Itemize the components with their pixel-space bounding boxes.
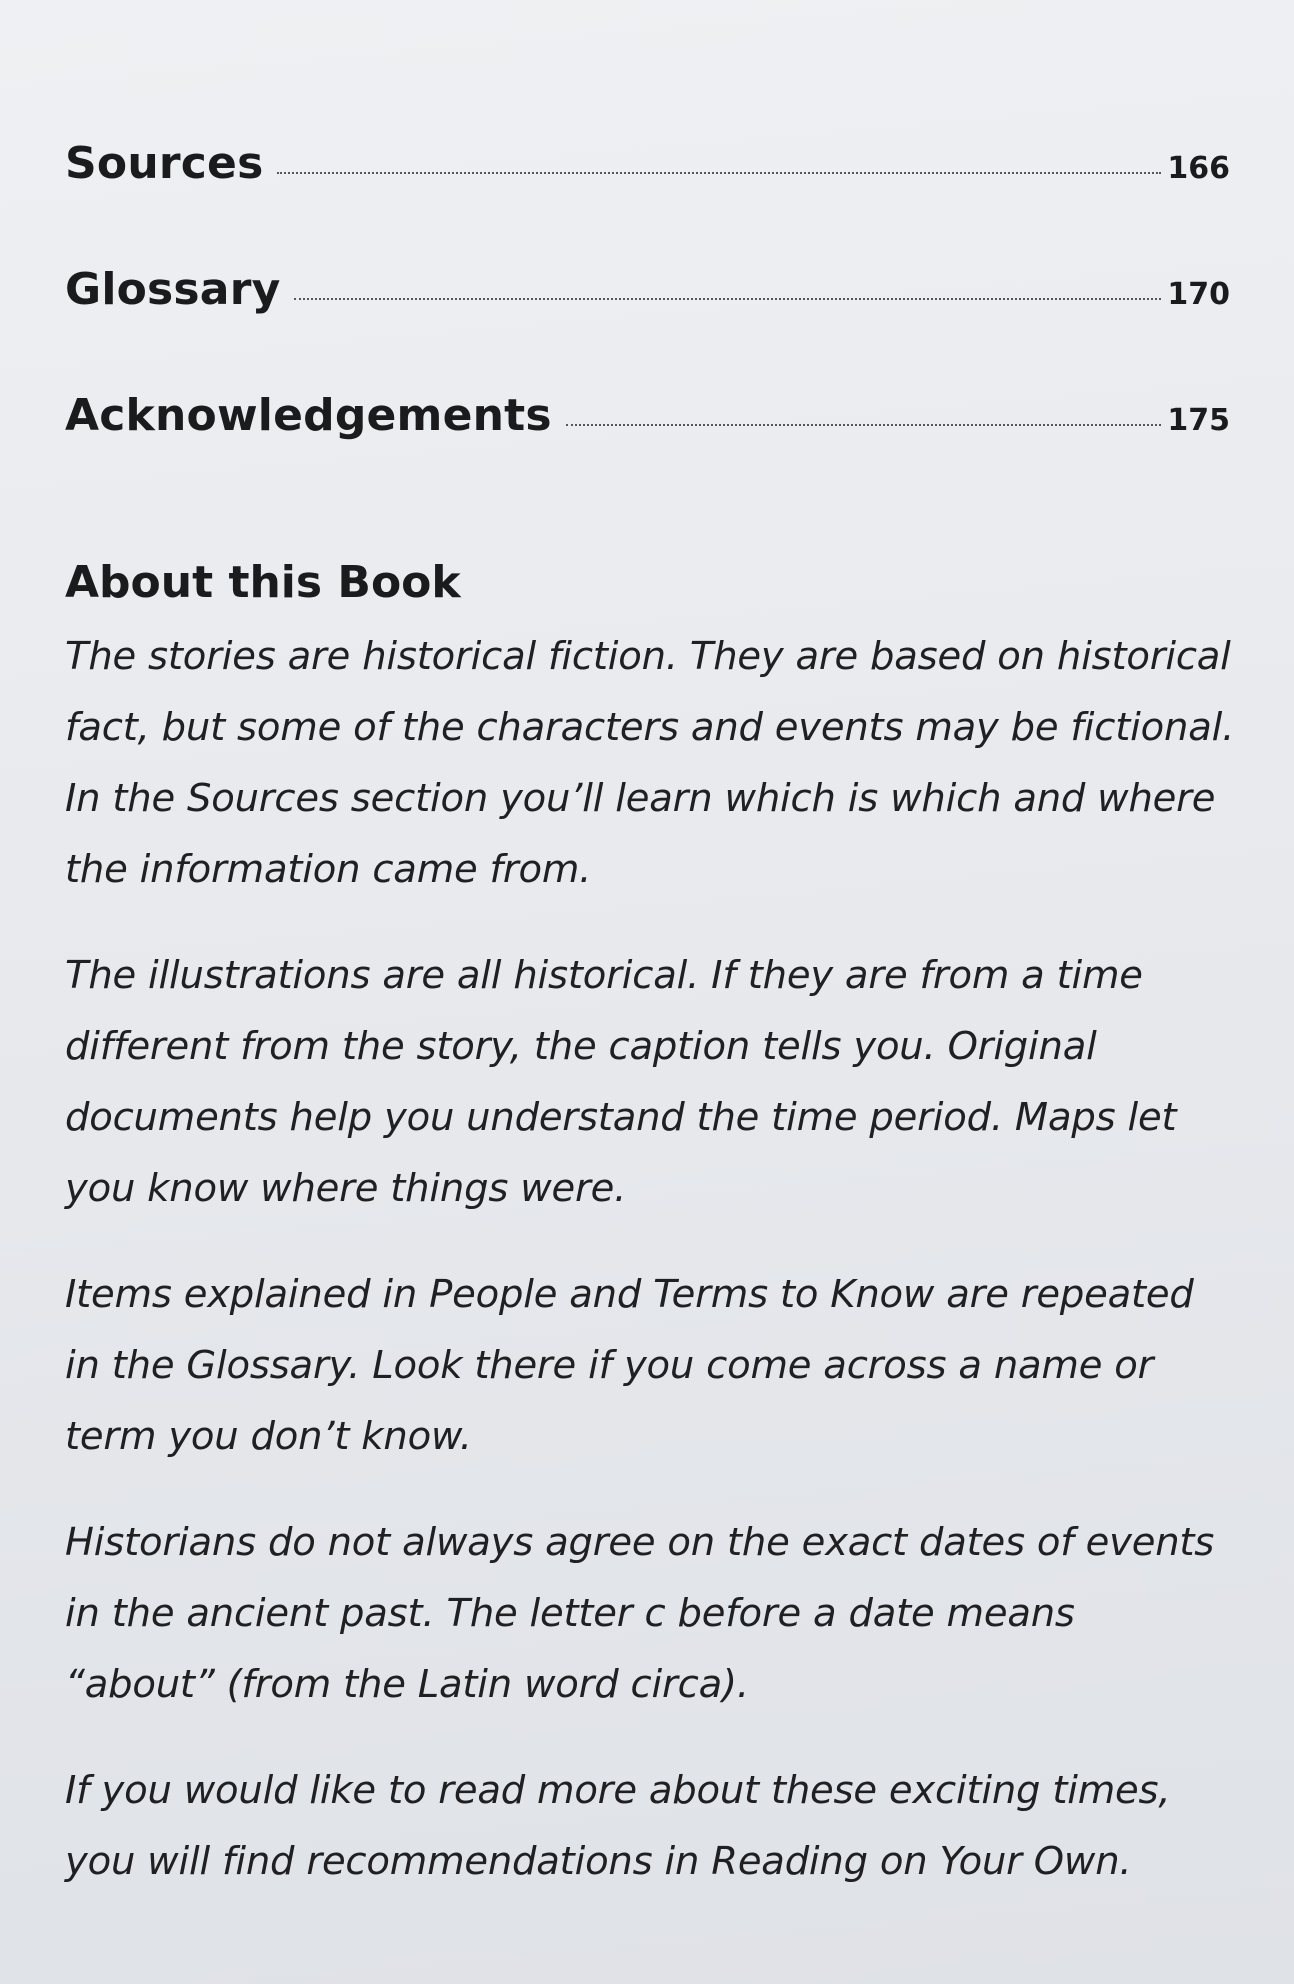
toc-page-number: 170 xyxy=(1167,277,1230,312)
about-this-book-section xyxy=(65,555,1235,1932)
toc-entry-sources[interactable] xyxy=(65,138,1230,264)
toc-entry-glossary[interactable] xyxy=(65,264,1230,390)
dot-leader xyxy=(277,172,1161,174)
about-paragraph-4: Historians do not always agree on the exact dates of events in the ancient past. The letter c before a date means “about” (from the Latin word circa). xyxy=(65,1520,1215,1707)
about-paragraph-1: The stories are historical fiction. They are based on historical fact, but some of the characters and events may be fictional. In the Sources section you’ll learn which is which and where the information came from. xyxy=(65,634,1235,892)
section-heading: About this Book xyxy=(65,557,461,608)
dot-leader xyxy=(566,424,1162,426)
toc-page-number: 166 xyxy=(1167,151,1230,186)
toc-entry-label: Glossary xyxy=(65,264,281,315)
about-paragraph-2: The illustrations are all historical. If they are from a time different from the story, the caption tells you. Original documents help you understand the time period. Maps let you know where things were. xyxy=(65,953,1177,1211)
dot-leader xyxy=(294,298,1161,300)
toc-entry-label: Acknowledgements xyxy=(65,390,552,441)
about-paragraph-3: Items explained in People and Terms to Know are repeated in the Glossary. Look there if you come across a name or term you don’t know. xyxy=(65,1272,1194,1459)
toc-entry-acknowledgements[interactable] xyxy=(65,390,1230,516)
table-of-contents xyxy=(65,138,1230,516)
toc-entry-label: Sources xyxy=(65,138,264,189)
about-paragraph-5: If you would like to read more about these exciting times, you will find recommendations in Reading on Your Own. xyxy=(65,1768,1171,1884)
toc-page-number: 175 xyxy=(1167,403,1230,438)
